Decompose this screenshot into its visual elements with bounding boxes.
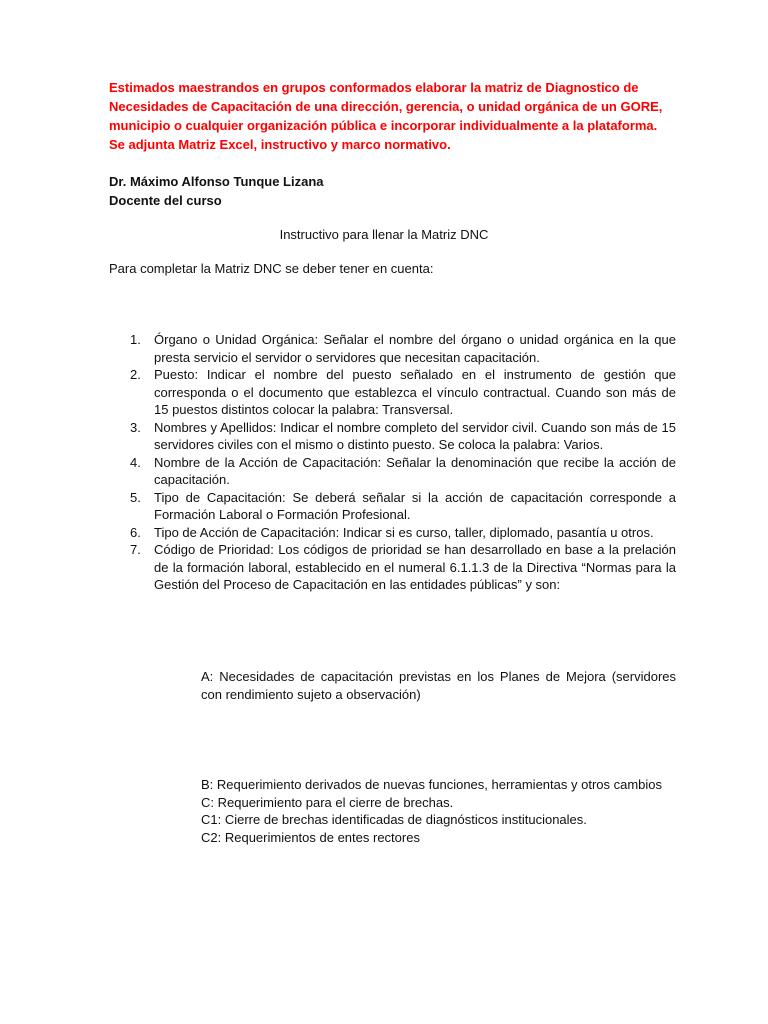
list-item-number: 4. <box>130 454 141 470</box>
list-item <box>130 541 676 594</box>
list-item-text: Puesto: Indicar el nombre del puesto señalado en el instrumento de gestión que corresponda o el documento que establezca el vínculo contractual. Cuando son más de 15 puestos distintos colocar la palabra: Transversal. <box>154 367 676 417</box>
priority-code-b: B: Requerimiento derivados de nuevas funciones, herramientas y otros cambios <box>201 777 663 792</box>
list-item <box>130 454 676 489</box>
list-item-number: 3. <box>130 419 141 435</box>
list-item-text: Tipo de Capacitación: Se deberá señalar si la acción de capacitación corresponde a Formación Laboral o Formación Profesional. <box>154 489 676 522</box>
signature-role: Docente del curso <box>109 193 222 208</box>
instruction-list <box>130 331 676 594</box>
list-item <box>130 419 676 454</box>
list-item <box>130 331 676 366</box>
list-item-text: Nombre de la Acción de Capacitación: Señalar la denominación que recibe la acción de capacitación. <box>154 454 676 487</box>
list-item-number: 6. <box>130 524 141 540</box>
priority-code-c: C: Requerimiento para el cierre de brechas. <box>201 794 454 810</box>
list-item-text: Nombres y Apellidos: Indicar el nombre completo del servidor civil. Cuando son más de 15 servidores civiles con el mismo o distinto puesto. Se coloca la palabra: Varios. <box>154 419 676 452</box>
signature-block <box>109 172 324 210</box>
list-item-number: 2. <box>130 367 141 382</box>
priority-code-c2: C2: Requerimientos de entes rectores <box>201 829 420 845</box>
priority-code-c1: C1: Cierre de brechas identificadas de diagnósticos institucionales. <box>201 812 587 827</box>
list-item <box>130 524 676 542</box>
priority-code-a: A: Necesidades de capacitación previstas en los Planes de Mejora (servidores con rendimiento sujeto a observación) <box>201 669 676 702</box>
list-item <box>130 489 676 524</box>
list-item-text: Código de Prioridad: Los códigos de prioridad se han desarrollado en base a la prelación de la formación laboral, establecido en el numeral 6.1.1.3 de la Directiva “Normas para la Gestión del Proceso de Capacitación en las entidades públicas” y son: <box>154 542 676 592</box>
list-item-text: Órgano o Unidad Orgánica: Señalar el nombre del órgano o unidad orgánica en la que presta servicio el servidor o servidores que necesitan capacitación. <box>154 332 676 365</box>
list-item-number: 1. <box>130 332 141 347</box>
signature-name: Dr. Máximo Alfonso Tunque Lizana <box>109 174 324 189</box>
list-item-number: 7. <box>130 542 141 557</box>
document-title: Instructivo para llenar la Matriz DNC <box>279 227 489 242</box>
list-item <box>130 366 676 419</box>
lead-paragraph: Para completar la Matriz DNC se deber tener en cuenta: <box>109 261 434 276</box>
intro-paragraph: Estimados maestrandos en grupos conformados elaborar la matriz de Diagnostico de Necesidades de Capacitación de una dirección, gerencia, o unidad orgánica de un GORE, municipio o cualquier organización pública e incorporar individualmente a la plataforma. Se adjunta Matriz Excel, instructivo y marco normativo. <box>109 80 663 152</box>
list-item-text: Tipo de Acción de Capacitación: Indicar si es curso, taller, diplomado, pasantía u otros. <box>154 524 654 540</box>
list-item-number: 5. <box>130 489 141 505</box>
priority-codes-list <box>201 776 662 846</box>
